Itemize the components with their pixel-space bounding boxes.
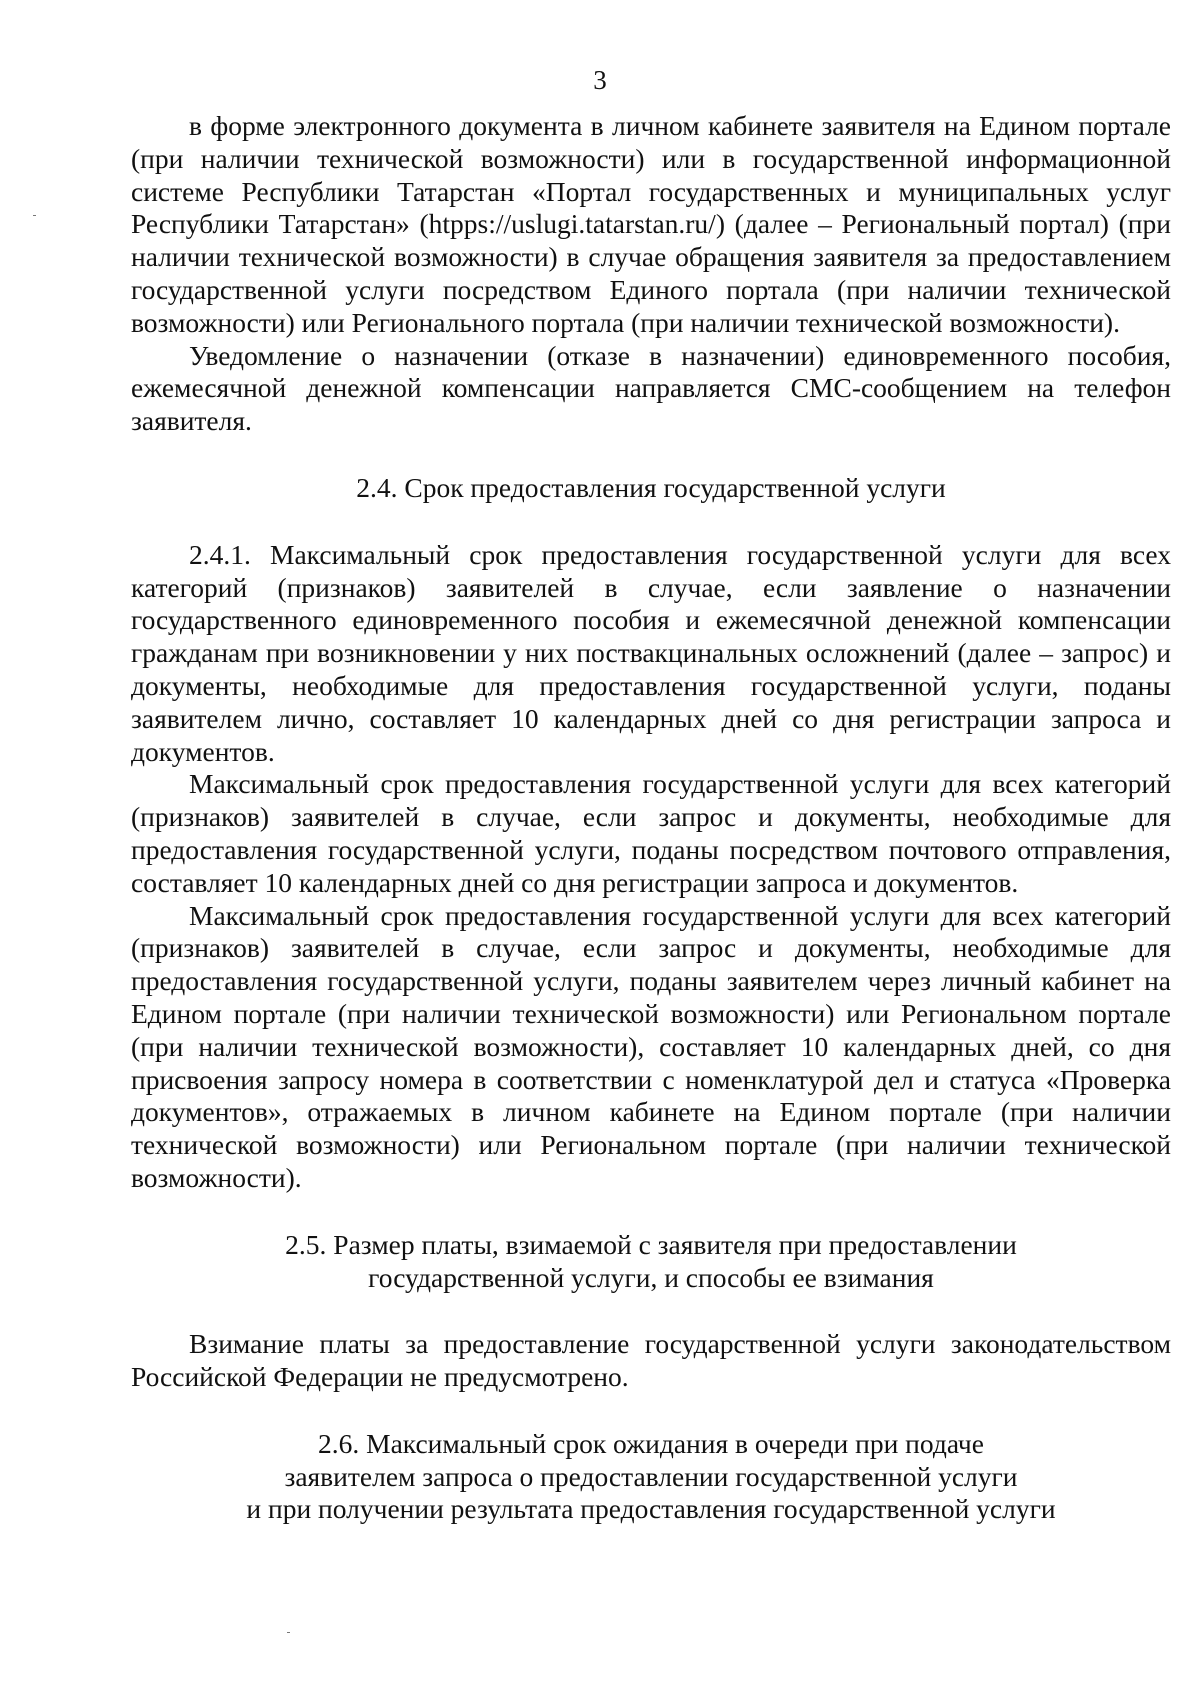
section-2-6-heading-line-3: и при получении результата предоставления государственной услуги	[246, 1493, 1056, 1525]
section-2-5-heading	[131, 1229, 1171, 1295]
section-2-4-paragraph-1: 2.4.1. Максимальный срок предоставления государственной услуги для всех категорий (признаков) заявителей в случае, если заявление о назначении государственного единовременного пособия и ежемесячной денежной компенсации гражданам при возникновении у них поствакцинальных осложнений (далее – запрос) и документы, необходимые для предоставления государственной услуги, поданы заявителем лично, составляет 10 календарных дней со дня регистрации запроса и документов.	[131, 538, 1171, 767]
section-2-5-heading-line-1: 2.5. Размер платы, взимаемой с заявителя при предоставлении	[285, 1228, 1017, 1260]
document-body	[131, 110, 1171, 1526]
scan-speck	[287, 1632, 290, 1633]
page-number: 3	[593, 65, 607, 95]
section-2-4-paragraph-2: Максимальный срок предоставления государственной услуги для всех категорий (признаков) заявителей в случае, если запрос и документы, необходимые для предоставления государственной услуги, поданы посредством почтового отправления, составляет 10 календарных дней со дня регистрации запроса и документов.	[131, 768, 1171, 898]
section-2-5-heading-line-2: государственной услуги, и способы ее взимания	[368, 1261, 934, 1293]
section-2-6-heading-line-2: заявителем запроса о предоставлении государственной услуги	[284, 1460, 1018, 1492]
section-2-4-paragraph-3: Максимальный срок предоставления государственной услуги для всех категорий (признаков) заявителей в случае, если запрос и документы, необходимые для предоставления государственной услуги, поданы заявителем через личный кабинет на Едином портале (при наличии технической возможности) или Региональном портале (при наличии технической возможности), составляет 10 календарных дней, со дня присвоения запросу номера в соответствии с номенклатурой дел и статуса «Проверка документов», отражаемых в личном кабинете на Едином портале (при наличии технической возможности) или Региональном портале (при наличии технической возможности).	[131, 899, 1171, 1193]
section-2-4-heading: 2.4. Срок предоставления государственной услуги	[356, 471, 946, 503]
section-2-6-heading	[131, 1428, 1171, 1526]
section-2-5-paragraph: Взимание платы за предоставление государственной услуги законодательством Российской Федерации не предусмотрено.	[131, 1328, 1171, 1393]
intro-paragraph-1: в форме электронного документа в личном кабинете заявителя на Едином портале (при наличии технической возможности) или в государственной информационной системе Республики Татарстан «Портал государственных и муниципальных услуг Республики Татарстан» (htpps://uslugi.tatarstan.ru/) (далее – Региональный портал) (при наличии технической возможности) в случае обращения заявителя за предоставлением государственной услуги посредством Единого портала (при наличии технической возможности) или Регионального портала (при наличии технической возможности).	[131, 110, 1171, 338]
scan-speck	[33, 215, 36, 216]
section-2-6-heading-line-1: 2.6. Максимальный срок ожидания в очереди при подаче	[318, 1427, 984, 1459]
intro-paragraph-2: Уведомление о назначении (отказе в назначении) единовременного пособия, ежемесячной денежной компенсации направляется СМС-сообщением на телефон заявителя.	[131, 339, 1171, 437]
